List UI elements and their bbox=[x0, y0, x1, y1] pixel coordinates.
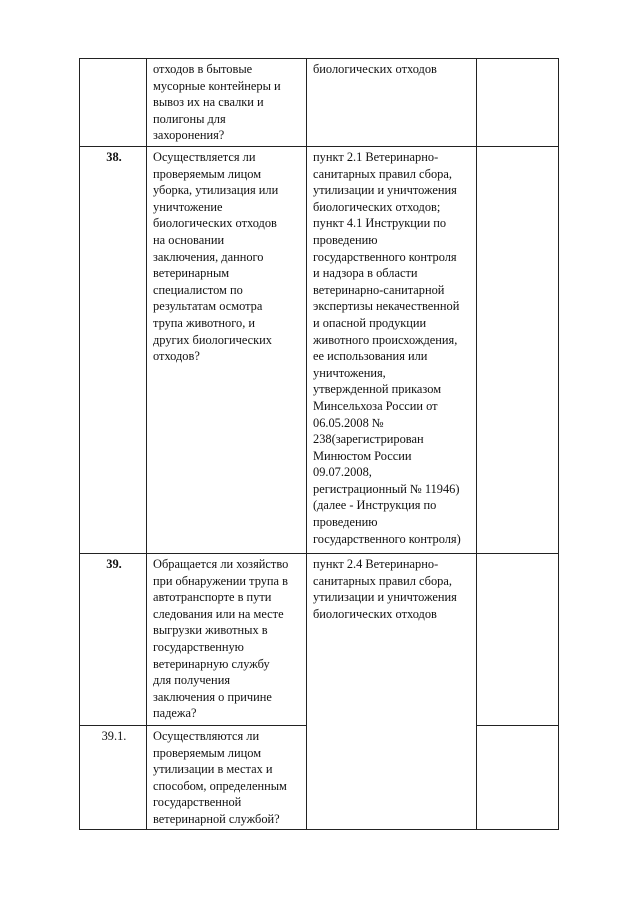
answer-cell bbox=[477, 554, 559, 726]
answer-cell bbox=[477, 59, 559, 147]
table-row bbox=[80, 147, 559, 554]
answer-cell bbox=[477, 147, 559, 554]
row-number bbox=[80, 59, 147, 147]
requirement-question: Обращается ли хозяйство при обнаружении трупа в автотранспорте в пути следования или на месте выгрузки животных в государственную ветеринарную службу для получения заключения о причине падежа? bbox=[147, 554, 307, 726]
checklist-table bbox=[79, 58, 559, 830]
row-number: 38. bbox=[80, 147, 147, 554]
table-row bbox=[80, 59, 559, 147]
requirement-question: Осуществляются ли проверяемым лицом утилизации в местах и способом, определенным государственной ветеринарной службой? bbox=[147, 726, 307, 830]
requirement-question: отходов в бытовые мусорные контейнеры и вывоз их на свалки и полигоны для захоронения? bbox=[147, 59, 307, 147]
legal-reference: биологических отходов bbox=[307, 59, 477, 147]
requirement-question: Осуществляется ли проверяемым лицом уборка, утилизация или уничтожение биологических отходов на основании заключения, данного ветеринарным специалистом по результатам осмотра трупа животного, и других биологических отходов? bbox=[147, 147, 307, 554]
table-row bbox=[80, 554, 559, 726]
answer-cell bbox=[477, 726, 559, 830]
legal-reference: пункт 2.1 Ветеринарно- санитарных правил сбора, утилизации и уничтожения биологических отходов; пункт 4.1 Инструкции по проведению государственного контроля и надзора в области ветеринарно-санитарной экспертизы некачественной и опасной продукции животного происхождения, ее использования или уничтожения, утвержденной приказом Минсельхоза России от 06.05.2008 № 238(зарегистрирован Минюстом России 09.07.2008, регистрационный № 11946) (далее - Инструкция по проведению государственного контроля) bbox=[307, 147, 477, 554]
legal-reference: пункт 2.4 Ветеринарно- санитарных правил сбора, утилизации и уничтожения биологических отходов bbox=[307, 554, 477, 830]
row-number: 39.1. bbox=[80, 726, 147, 830]
row-number: 39. bbox=[80, 554, 147, 726]
